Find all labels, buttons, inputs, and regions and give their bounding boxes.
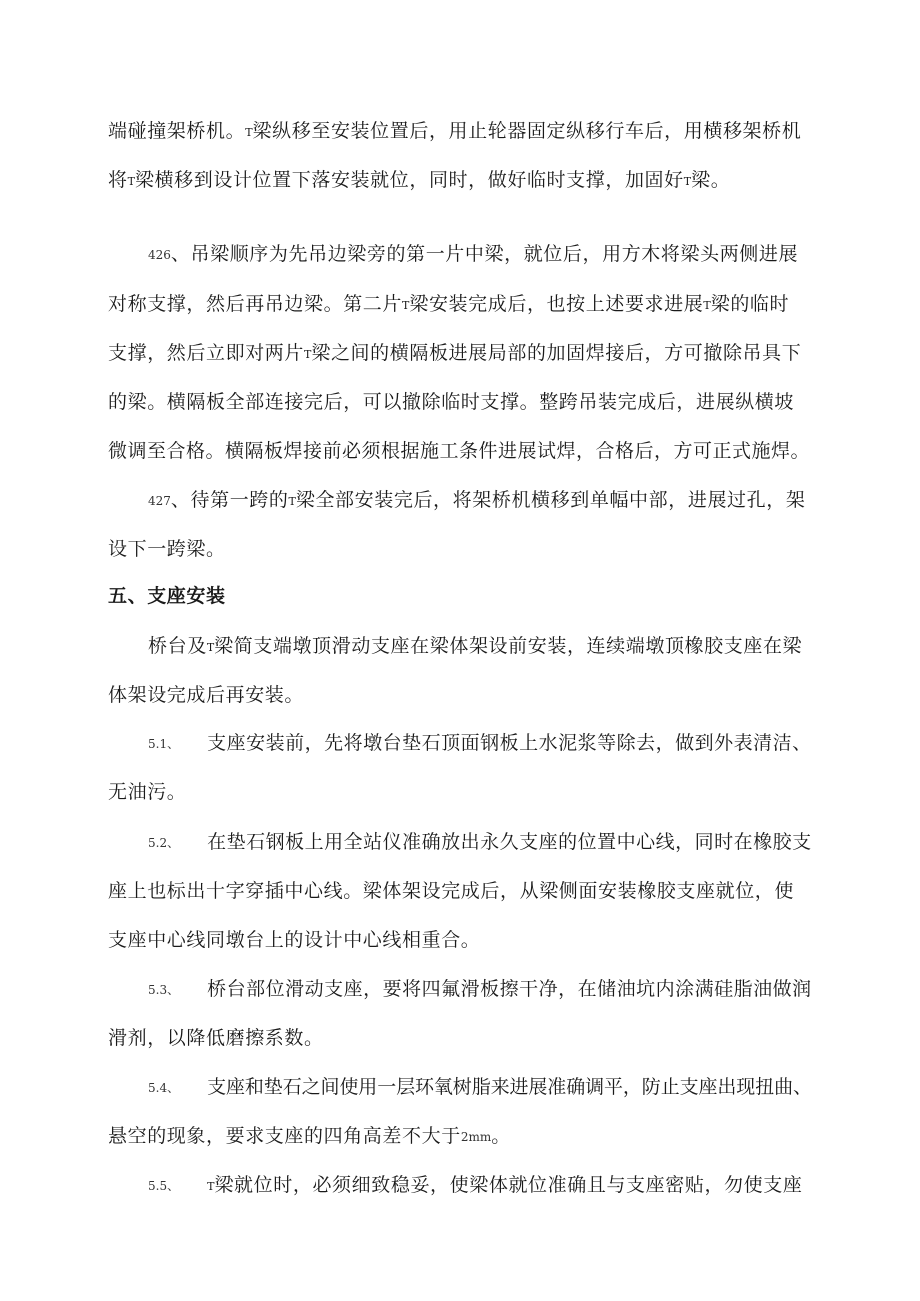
paragraph-line <box>108 1123 511 1150</box>
paragraph-line: 支座中心线同墩台上的设计中心线相重合。 <box>108 929 481 951</box>
t-beam-mark: T <box>206 641 215 654</box>
text-run: 桥台及 <box>148 635 207 657</box>
paragraph-line <box>148 487 805 515</box>
section-heading: 五、支座安装 <box>108 585 226 607</box>
paragraph-line <box>148 1172 802 1200</box>
paragraph-line: 的梁。横隔板全部连接完后，可以撤除临时支撑。整跨吊装完成后，进展纵横坡 <box>108 391 795 413</box>
t-beam-mark: T <box>245 126 253 139</box>
text-run: 梁的临时 <box>710 293 790 315</box>
t-beam-mark: T <box>683 175 692 188</box>
paragraph-line: 无油污。 <box>108 781 187 803</box>
paragraph-line: 微调至合格。横隔板焊接前必须根据施工条件进展试焊，合格后，方可正式施焊。 <box>108 440 811 462</box>
t-beam-mark: T <box>304 348 312 361</box>
paragraph-line <box>148 633 802 661</box>
text-run: 梁就位时，必须细致稳妥，使梁体就位准确且与支座密贴，勿使支座 <box>214 1174 803 1196</box>
paragraph-line <box>148 829 812 856</box>
text-run: 梁简支端墩顶滑动支座在梁体架设前安装，连续端墩顶橡胶支座在梁 <box>214 635 803 657</box>
paragraph-line <box>148 241 798 268</box>
t-beam-mark: T <box>288 495 296 508</box>
paragraph-line <box>148 976 812 1003</box>
paragraph-line <box>148 730 812 757</box>
text-run: 梁纵移至安装位置后，用止轮器固定纵移行车后，用横移架桥机 <box>252 120 802 142</box>
item-number: 5.5、 <box>148 1179 180 1193</box>
text-run: 将 <box>108 169 128 191</box>
text-run: 在垫石钢板上用全站仪准确放出永久支座的位置中心线，同时在橡胶支 <box>207 831 812 853</box>
paragraph-line <box>108 167 730 195</box>
text-run: 桥台部位滑动支座，要将四氟滑板擦干净，在储油坑内涂满硅脂油做润 <box>207 978 812 1000</box>
t-beam-mark: T <box>703 299 711 312</box>
text-run: 梁之间的横隔板进展局部的加固焊接后，方可撤除吊具下 <box>311 342 802 364</box>
item-number: 426 <box>148 248 171 262</box>
measurement-value: 2mm <box>460 1130 492 1144</box>
item-number: 5.4、 <box>148 1081 180 1095</box>
t-beam-mark: T <box>127 175 135 188</box>
text-run: 、吊梁顺序为先吊边梁旁的第一片中梁，就位后，用方木将梁头两侧进展 <box>170 243 799 265</box>
item-number: 5.3、 <box>148 983 180 997</box>
t-beam-mark: T <box>402 299 410 312</box>
paragraph-line <box>148 1074 812 1101</box>
text-run: 、待第一跨的 <box>170 489 289 511</box>
text-run: 悬空的现象，要求支座的四角高差不大于 <box>108 1125 461 1147</box>
text-run: 支撑，然后立即对两片 <box>108 342 305 364</box>
text-run: 支座和垫石之间使用一层环氧树脂来进展准确调平，防止支座出现扭曲、 <box>207 1076 812 1098</box>
text-run: 梁全部安装完后，将架桥机横移到单幅中部，进展过孔，架 <box>295 489 806 511</box>
paragraph-line: 设下一跨梁。 <box>108 538 226 560</box>
paragraph-line: 座上也标出十字穿插中心线。梁体架设完成后，从梁侧面安装橡胶支座就位，使 <box>108 880 795 902</box>
paragraph-line <box>108 291 789 319</box>
text-run: 梁。 <box>691 169 731 191</box>
paragraph-line: 滑剂，以降低磨擦系数。 <box>108 1027 324 1049</box>
item-number: 427 <box>148 494 171 508</box>
t-beam-mark: T <box>207 1180 215 1193</box>
paragraph-line: 体架设完成后再安装。 <box>108 684 305 706</box>
text-run: 梁横移到设计位置下落安装就位，同时，做好临时支撑，加固好 <box>134 169 684 191</box>
text-run: 对称支撑，然后再吊边梁。第二片 <box>108 293 403 315</box>
text-run: 支座安装前，先将墩台垫石顶面钢板上水泥浆等除去，做到外表清洁、 <box>207 732 812 754</box>
text-run: 。 <box>491 1125 511 1147</box>
text-run: 梁安装完成后，也按上述要求进展 <box>409 293 704 315</box>
text-run: 端碰撞架桥机。 <box>108 120 246 142</box>
paragraph-line <box>108 118 801 146</box>
item-number: 5.2、 <box>148 836 180 850</box>
paragraph-line <box>108 340 801 368</box>
item-number: 5.1、 <box>148 737 180 751</box>
